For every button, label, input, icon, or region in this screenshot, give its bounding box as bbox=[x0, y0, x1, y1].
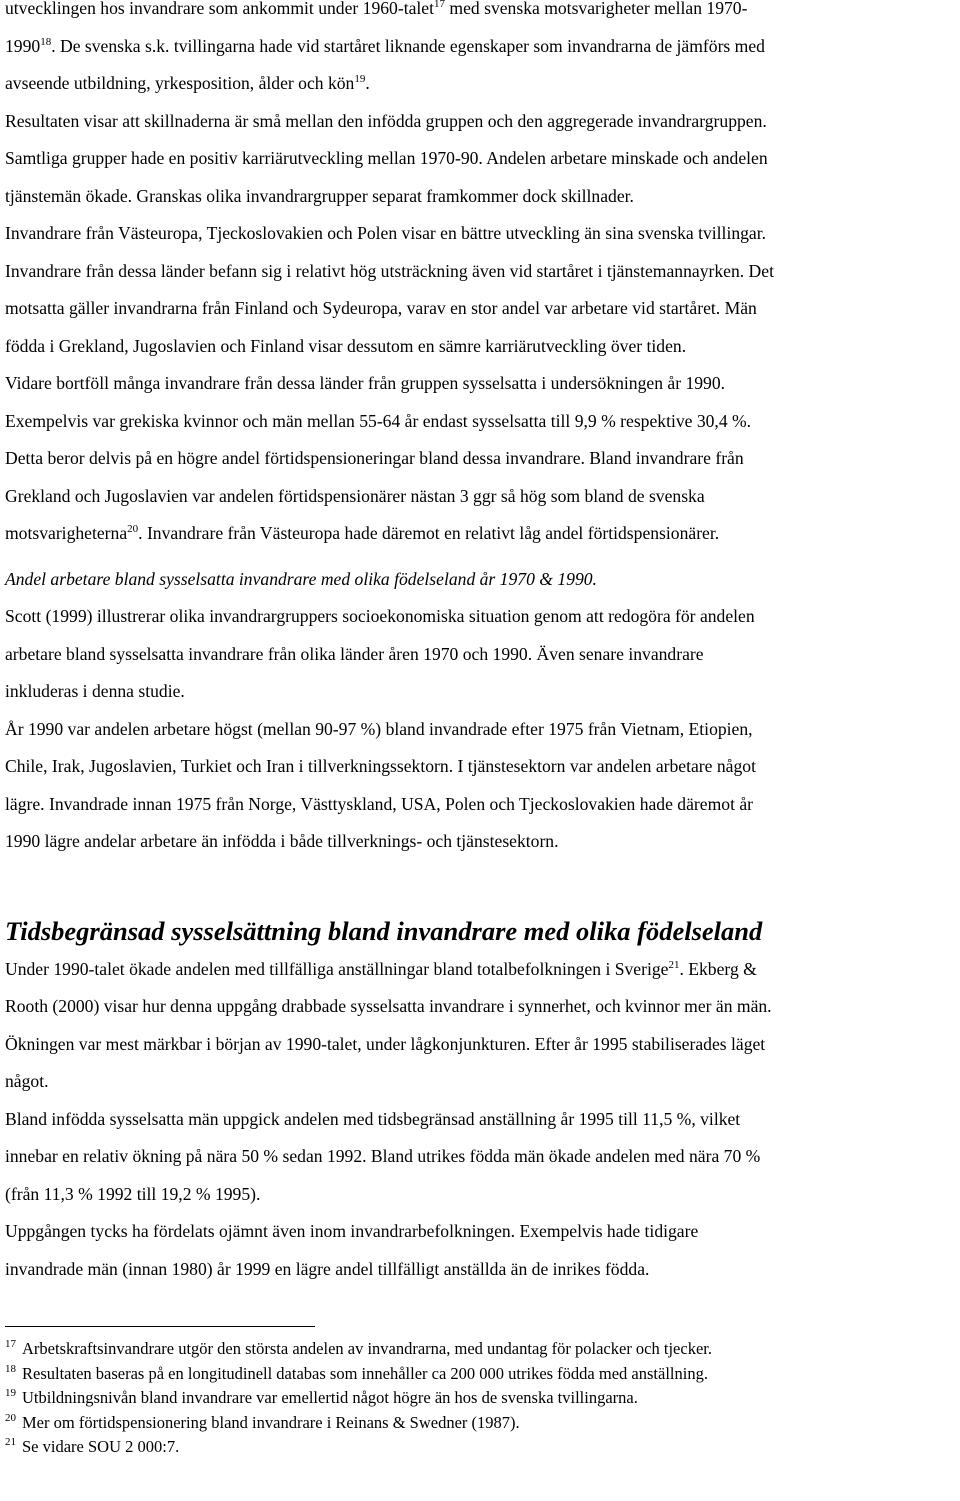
footnote: $^{17}$ Arbetskraftsinvandrare utgör den största andelen av invandrarna, med undantag för polacker och tjecker. bbox=[5, 1338, 712, 1358]
text-line: (från 11,3 % 1992 till 19,2 % 1995). bbox=[5, 1183, 261, 1204]
footnote: $^{18}$ Resultaten baseras på en longitudinell databas som innehåller ca 200 000 utrikes födda med anställning. bbox=[5, 1362, 708, 1383]
paragraph-1990 bbox=[5, 711, 955, 861]
text-line: födda i Grekland, Jugoslavien och Finland visar dessutom en sämre karriärutveckling över tiden. bbox=[5, 335, 687, 356]
paragraph-scott bbox=[5, 598, 955, 711]
text-line: motsatta gäller invandrarna från Finland och Sydeuropa, varav en stor andel var arbetare vid startåret. Män bbox=[5, 298, 757, 318]
text-line: Chile, Irak, Jugoslavien, Turkiet och Iran i tillverkningssektorn. I tjänstesektorn var andelen arbetare något bbox=[5, 756, 756, 776]
document-page bbox=[5, 0, 955, 1460]
text-line: Exempelvis var grekiska kvinnor och män mellan 55-64 år endast sysselsatta till 9,9 % respektive 30,4 %. bbox=[5, 410, 752, 431]
text-line: inkluderas i denna studie. bbox=[5, 681, 185, 701]
text-line: innebar en relativ ökning på nära 50 % sedan 1992. Bland utrikes födda män ökade andelen med nära 70 % bbox=[5, 1146, 761, 1166]
text-line: Ökningen var mest märkbar i början av 1990-talet, under lågkonjunkturen. Efter år 1995 stabiliserades läget bbox=[5, 1033, 766, 1054]
paragraph-uppgangen bbox=[5, 1213, 955, 1288]
paragraph-bland bbox=[5, 1101, 955, 1214]
footnote-ref[interactable]: 21 bbox=[668, 958, 680, 971]
text-line: Resultaten visar att skillnaderna är små mellan den infödda gruppen och den aggregerade invandrargruppen. bbox=[5, 110, 767, 131]
text-line: invandrade män (innan 1980) år 1999 en lägre andel tillfälligt anställda än de inrikes födda. bbox=[5, 1258, 650, 1279]
paragraph-west-europe bbox=[5, 215, 955, 365]
footnote-ref[interactable]: 17 bbox=[434, 0, 445, 10]
text-line: Scott (1999) illustrerar olika invandrargruppers socioekonomiska situation genom att redogöra för andelen bbox=[5, 606, 755, 626]
footnote-ref[interactable]: 18 bbox=[40, 35, 52, 48]
footnote: $^{20}$ Mer om förtidspensionering bland invandrare i Reinans & Swedner (1987). bbox=[5, 1411, 520, 1432]
footnote: $^{21}$ Se vidare SOU 2 000:7. bbox=[5, 1436, 180, 1457]
text-line: Vidare bortföll många invandrare från dessa länder från gruppen sysselsatta i undersökningen år 1990. bbox=[5, 373, 726, 393]
text-line: Detta beror delvis på en högre andel förtidspensioneringar bland dessa invandrare. Bland invandrare från bbox=[5, 448, 744, 468]
text-line: Samtliga grupper hade en positiv karriärutveckling mellan 1970-90. Andelen arbetare minskade och andelen bbox=[5, 148, 768, 168]
footnote: $^{19}$ Utbildningsnivån bland invandrare var emellertid något högre än hos de svenska tvillingarna. bbox=[5, 1387, 638, 1408]
text-line: Uppgången tycks ha fördelats ojämnt även inom invandrarbefolkningen. Exempelvis hade tidigare bbox=[5, 1221, 699, 1241]
text-line: År 1990 var andelen arbetare högst (mellan 90-97 %) bland invandrade efter 1975 från Vietnam, Etiopien, bbox=[5, 718, 753, 739]
footnote-ref[interactable]: 19 bbox=[354, 73, 366, 85]
section-heading: Tidsbegränsad sysselsättning bland invandrare med olika födelseland bbox=[5, 915, 763, 946]
text-line: Invandrare från dessa länder befann sig i relativt hög utsträckning även vid startåret i tjänstemannayrken. Det bbox=[5, 260, 774, 281]
footnotes bbox=[5, 1337, 955, 1460]
text-line: arbetare bland sysselsatta invandrare från olika länder åren 1970 och 1990. Även senare invandrare bbox=[5, 643, 704, 664]
text-line: något. bbox=[5, 1071, 49, 1091]
text-line: avseende utbildning, yrkesposition, ålder och kön$^{19}$. bbox=[5, 73, 370, 93]
text-line: motsvarigheterna$^{20}$. Invandrare från Västeuropa hade däremot en relativt låg andel förtidspensionärer. bbox=[5, 523, 720, 543]
paragraph-results bbox=[5, 103, 955, 216]
paragraph-under bbox=[5, 951, 955, 1101]
footnote-ref[interactable]: 20 bbox=[127, 523, 139, 535]
paragraph-vidare bbox=[5, 365, 955, 553]
text-line: utvecklingen hos invandrare som ankommit under 1960-talet$^{17}$ med svenska motsvarigheter mellan 1970- bbox=[5, 0, 748, 18]
subheading: Andel arbetare bland sysselsatta invandrare med olika födelseland år 1970 & 1990. bbox=[5, 568, 597, 589]
text-line: 1990$^{18}$. De svenska s.k. tvillingarna hade vid startåret liknande egenskaper som invandrarna de jämförs med bbox=[5, 35, 765, 56]
text-line: Invandrare från Västeuropa, Tjeckoslovakien och Polen visar en bättre utveckling än sina svenska tvillingar. bbox=[5, 223, 767, 243]
text-line: tjänstemän ökade. Granskas olika invandrargrupper separat framkommer dock skillnader. bbox=[5, 185, 634, 206]
footnote-divider bbox=[5, 1326, 315, 1327]
text-line: lägre. Invandrade innan 1975 från Norge, Västtyskland, USA, Polen och Tjeckoslovakien hade däremot år bbox=[5, 793, 754, 814]
text-line: Under 1990-talet ökade andelen med tillfälliga anställningar bland totalbefolkningen i Sverige$^{21}$. Ekberg & bbox=[5, 958, 757, 979]
paragraph-intro bbox=[5, 0, 955, 103]
text-line: Grekland och Jugoslavien var andelen förtidspensionärer nästan 3 ggr så hög som bland de svenska bbox=[5, 485, 705, 506]
text-line: 1990 lägre andelar arbetare än infödda i både tillverknings- och tjänstesektorn. bbox=[5, 831, 559, 851]
text-line: Rooth (2000) visar hur denna uppgång drabbade sysselsatta invandrare i synnerhet, och kvinnor mer än män. bbox=[5, 996, 772, 1016]
text-line: Bland infödda sysselsatta män uppgick andelen med tidsbegränsad anställning år 1995 till 11,5 %, vilket bbox=[5, 1108, 741, 1129]
